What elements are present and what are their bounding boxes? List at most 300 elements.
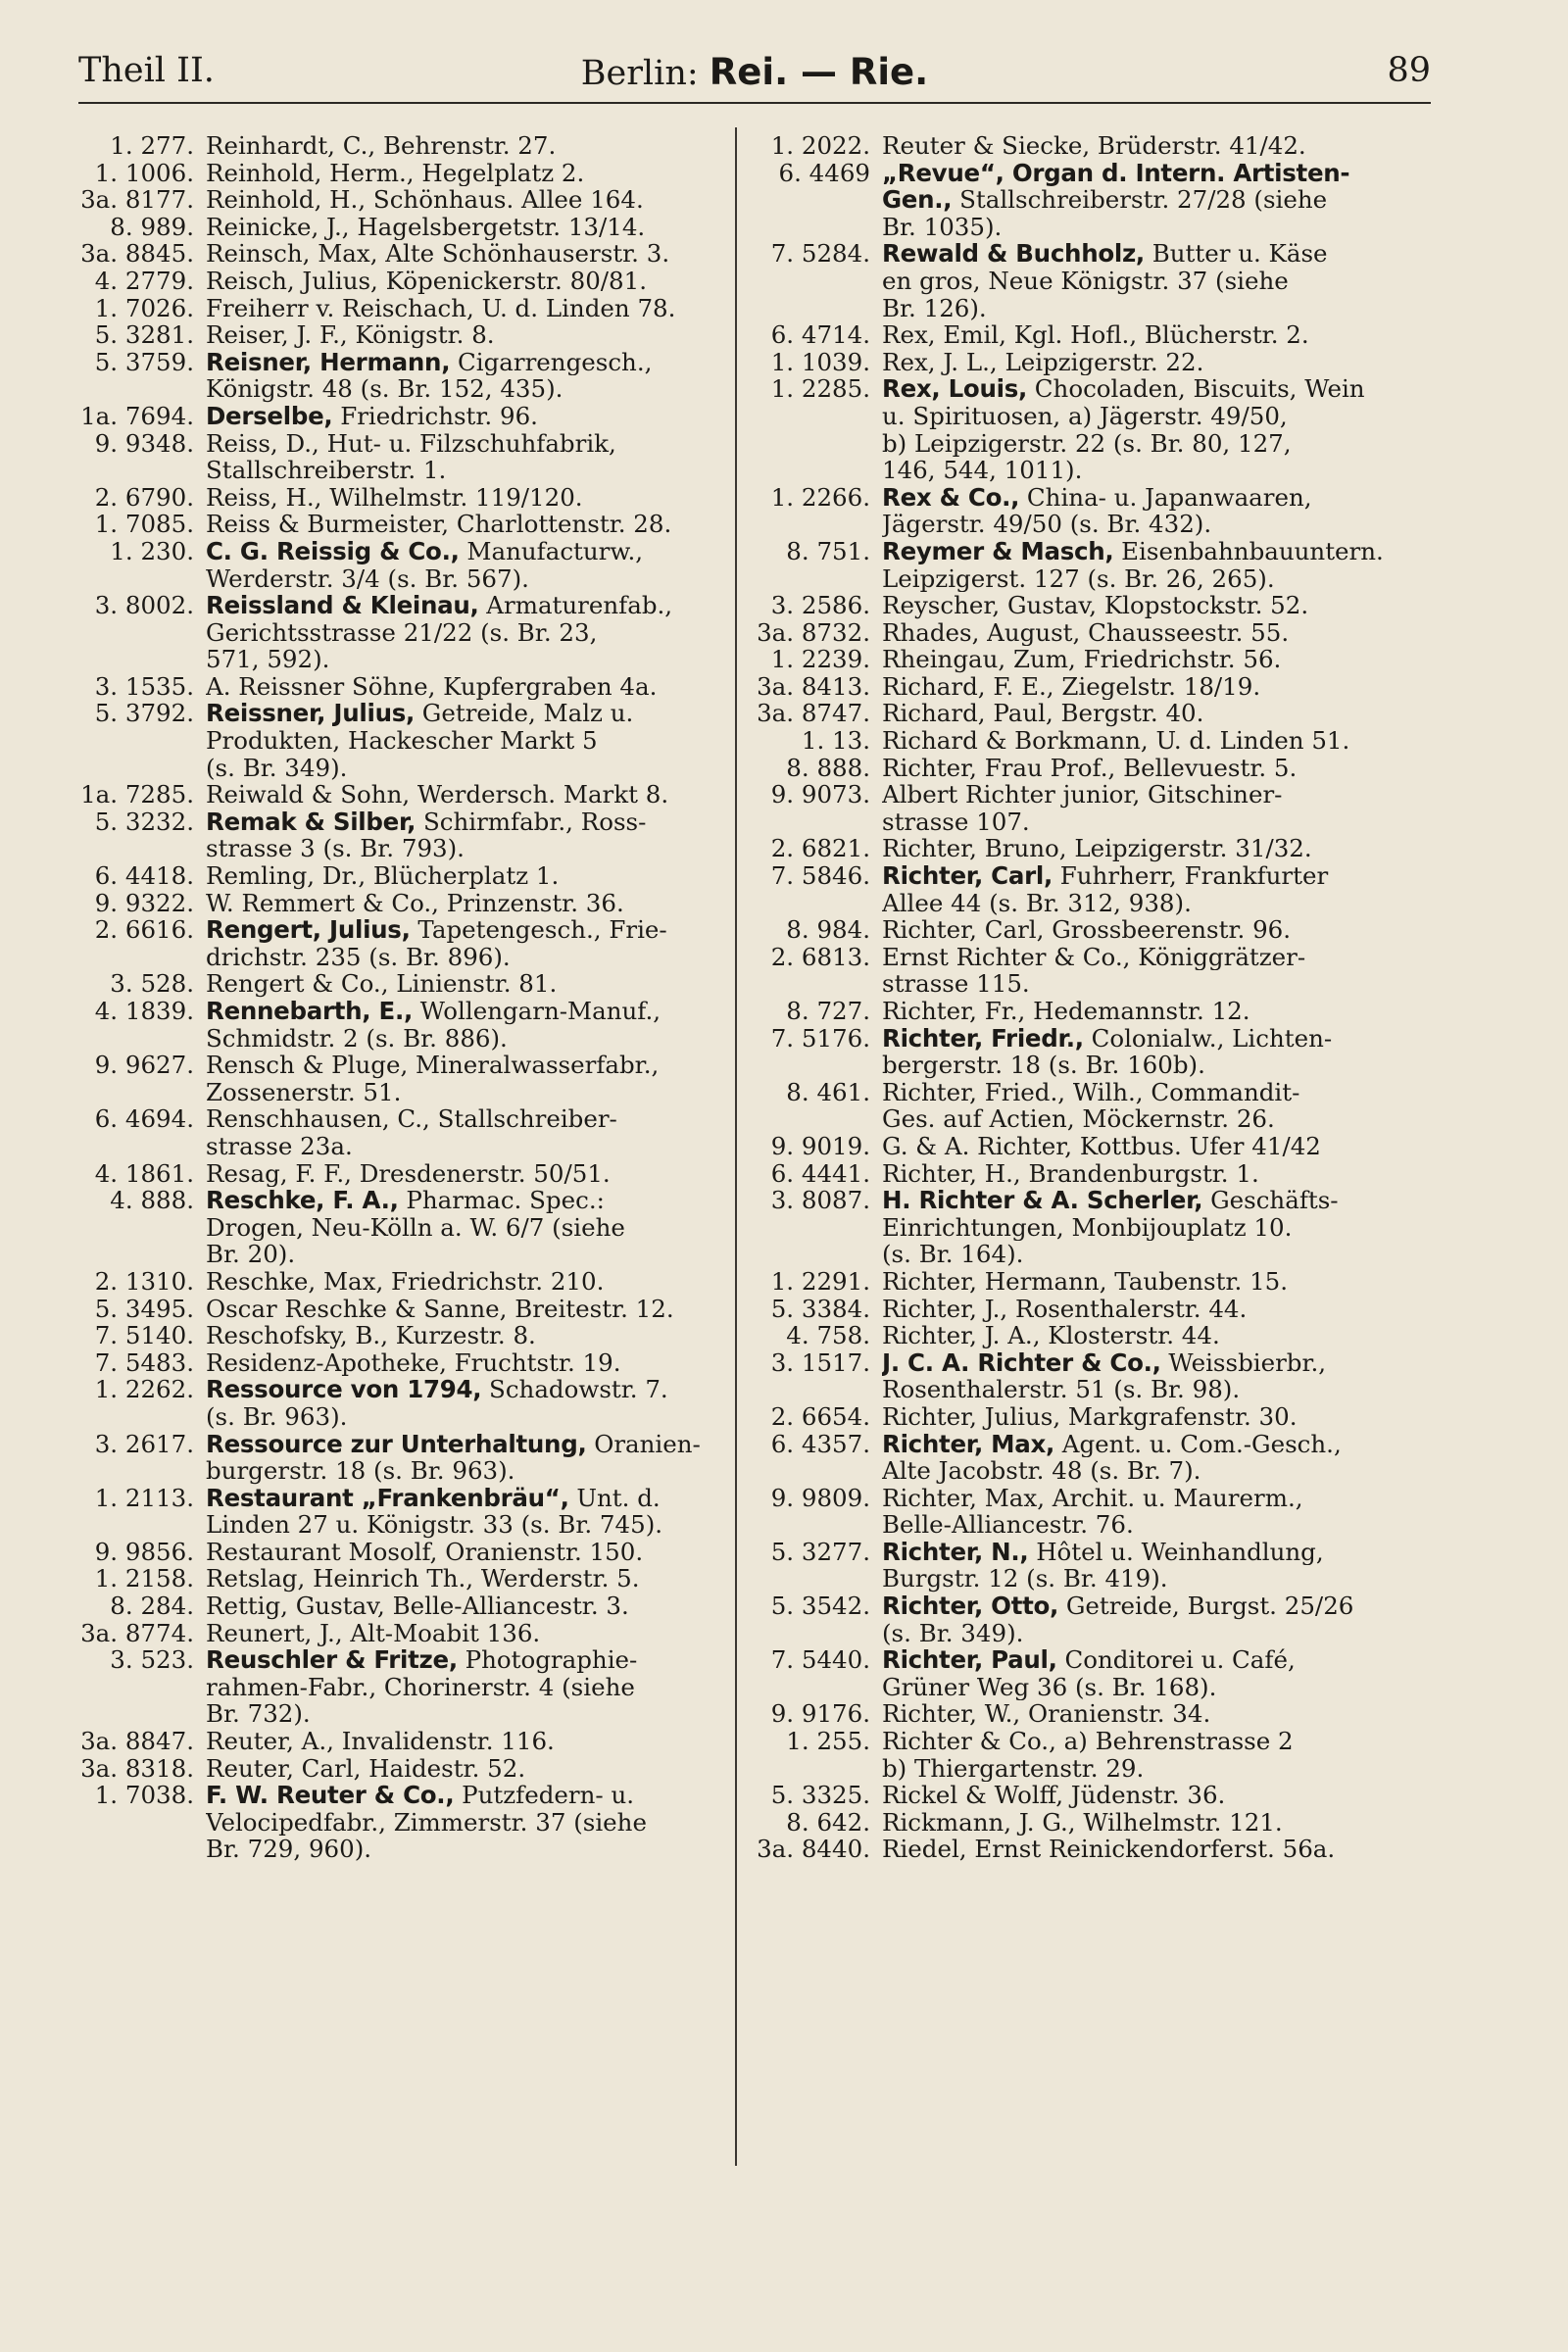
directory-entry: [76, 1592, 723, 1620]
entry-text: [206, 1782, 723, 1863]
entry-line: [206, 781, 723, 808]
entry-detail: Eisenbahnbauuntern.: [1113, 537, 1384, 565]
entry-name-bold: „Revue“, Organ d. Intern. Artisten-: [882, 159, 1350, 187]
entry-line: [206, 646, 723, 673]
entry-line: [206, 727, 723, 755]
entry-text: [882, 1322, 1419, 1349]
entry-number: 5. 3792.: [94, 699, 194, 728]
entry-detail: Wollengarn-Manuf.,: [412, 998, 662, 1025]
entry-detail: drichstr. 235 (s. Br. 896).: [206, 943, 511, 971]
directory-entry: [76, 998, 723, 1052]
entry-name-bold: Reissland & Kleinau,: [206, 592, 479, 619]
entry-line: [206, 430, 723, 458]
entry-number: 3. 1517.: [770, 1348, 870, 1377]
entry-line: [882, 890, 1419, 917]
entry-detail: Richter, Fr., Hedemannstr. 12.: [882, 998, 1250, 1025]
entry-text: [882, 1160, 1419, 1188]
entry-number: 8. 461.: [786, 1077, 870, 1106]
directory-entry: [753, 1836, 1419, 1863]
entry-line: [206, 160, 723, 187]
entry-line: [206, 1052, 723, 1079]
entry-number: 1. 7038.: [94, 1781, 194, 1810]
entry-line: [206, 349, 723, 376]
entry-detail: Tapetengesch., Frie-: [410, 916, 667, 944]
entry-detail: Rettig, Gustav, Belle-Alliancestr. 3.: [206, 1592, 629, 1620]
entry-text: [206, 214, 723, 241]
entry-line: [882, 1296, 1419, 1323]
entry-line: [882, 538, 1419, 565]
entry-line: [882, 1349, 1419, 1377]
entry-line: [206, 214, 723, 241]
directory-entry: [76, 916, 723, 970]
entry-line: [882, 1268, 1419, 1296]
directory-entry: [76, 862, 723, 890]
entry-line: [206, 592, 723, 619]
entry-text: [882, 998, 1419, 1025]
entry-detail: Ernst Richter & Co., Königgrätzer-: [882, 943, 1306, 971]
directory-entry: [76, 1728, 723, 1755]
entry-line: [882, 186, 1419, 214]
entry-line: [206, 403, 723, 430]
entry-name-bold: Richter, Paul,: [882, 1646, 1057, 1674]
entry-detail: Ges. auf Actien, Möckernstr. 26.: [882, 1105, 1275, 1133]
directory-entry: [76, 321, 723, 349]
entry-detail: Burgstr. 12 (s. Br. 419).: [882, 1565, 1168, 1593]
entry-line: [206, 1349, 723, 1377]
directory-entry: [753, 1431, 1419, 1485]
directory-entry: [76, 1349, 723, 1377]
directory-entry: [76, 808, 723, 862]
directory-entry: [753, 321, 1419, 349]
entry-text: [882, 862, 1419, 916]
entry-line: [882, 1105, 1419, 1133]
entry-line: [882, 755, 1419, 782]
entry-line: [206, 1565, 723, 1592]
entry-name-bold: Richter, Friedr.,: [882, 1024, 1084, 1053]
entry-text: [206, 295, 723, 322]
entry-text: [206, 1296, 723, 1323]
entry-text: [206, 1485, 723, 1539]
entry-line: [882, 457, 1419, 484]
entry-detail: Reiwald & Sohn, Werdersch. Markt 8.: [206, 781, 669, 808]
entry-line: [882, 1755, 1419, 1783]
entry-line: [206, 457, 723, 484]
entry-text: [882, 1809, 1419, 1837]
entry-detail: Freiherr v. Reischach, U. d. Linden 78.: [206, 294, 676, 322]
entry-name-bold: J. C. A. Richter & Co.,: [882, 1348, 1161, 1377]
entry-number: 4. 758.: [786, 1321, 870, 1350]
entry-detail: Putzfedern- u.: [454, 1782, 635, 1809]
entry-detail: strasse 23a.: [206, 1132, 353, 1160]
entry-detail: Richter, Carl, Grossbeerenstr. 96.: [882, 916, 1292, 944]
entry-detail: 571, 592).: [206, 646, 330, 673]
directory-entry: [76, 1431, 723, 1485]
entry-detail: Drogen, Neu-Kölln a. W. 6/7 (siehe: [206, 1213, 625, 1242]
entry-line: [206, 808, 723, 836]
entry-number: 7. 5483.: [94, 1348, 194, 1377]
entry-detail: Schadowstr. 7.: [481, 1376, 668, 1403]
entry-detail: Br. 1035).: [882, 213, 1003, 241]
entry-detail: Produkten, Hackescher Markt 5: [206, 727, 598, 755]
entry-text: [206, 268, 723, 295]
directory-entry: [76, 1187, 723, 1268]
entry-name-bold: Remak & Silber,: [206, 808, 416, 836]
directory-entry: [76, 268, 723, 295]
entry-line: [882, 1376, 1419, 1403]
entry-number: 7. 5140.: [94, 1321, 194, 1350]
entry-name-bold: Reissner, Julius,: [206, 700, 416, 728]
entry-text: [882, 835, 1419, 862]
entry-number: 1. 2239.: [770, 645, 870, 674]
entry-number: 2. 6654.: [770, 1401, 870, 1431]
entry-line: [882, 565, 1419, 593]
entry-text: [882, 1700, 1419, 1728]
entry-detail: Reuter & Siecke, Brüderstr. 41/42.: [882, 132, 1306, 160]
entry-number: 4. 888.: [110, 1186, 194, 1215]
entry-text: [206, 1646, 723, 1728]
entry-detail: Richard & Borkmann, U. d. Linden 51.: [882, 727, 1350, 755]
entry-detail: Reiss & Burmeister, Charlottenstr. 28.: [206, 511, 672, 538]
directory-entry: [76, 186, 723, 214]
entry-detail: A. Reissner Söhne, Kupfergraben 4a.: [206, 672, 658, 701]
entry-number: 3a. 8413.: [757, 671, 870, 701]
entry-line: [206, 1646, 723, 1674]
entry-text: [206, 970, 723, 998]
entry-detail: Jägerstr. 49/50 (s. Br. 432).: [882, 511, 1212, 538]
entry-line: [882, 132, 1419, 160]
entry-line: [206, 862, 723, 890]
entry-detail: burgerstr. 18 (s. Br. 963).: [206, 1457, 515, 1485]
entry-detail: Rickel & Wolff, Jüdenstr. 36.: [882, 1782, 1226, 1809]
entry-line: [882, 646, 1419, 673]
directory-entry: [753, 673, 1419, 701]
entry-detail: China- u. Japanwaaren,: [1019, 483, 1312, 512]
entry-detail: Richter, Max, Archit. u. Maurerm.,: [882, 1484, 1303, 1512]
entry-line: [206, 944, 723, 971]
entry-text: [882, 321, 1419, 349]
entry-line: [206, 890, 723, 917]
directory-entry: [76, 1160, 723, 1188]
entry-line: [206, 1079, 723, 1106]
entry-detail: Schmidstr. 2 (s. Br. 886).: [206, 1024, 508, 1053]
entry-number: 1. 2022.: [770, 132, 870, 160]
entry-line: [882, 1592, 1419, 1620]
entry-detail: Br. 732).: [206, 1700, 311, 1729]
entry-line: [206, 1241, 723, 1268]
entry-text: [882, 755, 1419, 782]
directory-entry: [753, 998, 1419, 1025]
directory-entry: [753, 1187, 1419, 1268]
entry-line: [882, 1782, 1419, 1809]
entry-line: [206, 1025, 723, 1053]
directory-entry: [753, 835, 1419, 862]
entry-detail: Richter, Frau Prof., Bellevuestr. 5.: [882, 754, 1298, 782]
entry-detail: Reiser, J. F., Königstr. 8.: [206, 321, 495, 349]
entry-detail: Remling, Dr., Blücherplatz 1.: [206, 862, 560, 890]
entry-detail: Richard, Paul, Bergstr. 40.: [882, 700, 1204, 728]
entry-detail: Weissbierbr.,: [1160, 1348, 1327, 1377]
entry-name-bold: Reymer & Masch,: [882, 537, 1114, 565]
entry-number: 2. 1310.: [94, 1266, 194, 1296]
entry-text: [206, 240, 723, 268]
entry-line: [206, 1620, 723, 1647]
entry-number: 5. 3277.: [770, 1537, 870, 1566]
entry-detail: (s. Br. 963).: [206, 1402, 348, 1431]
entry-line: [206, 1592, 723, 1620]
entry-number: 5. 3542.: [770, 1592, 870, 1621]
entry-line: [882, 1674, 1419, 1701]
entry-detail: Richter, H., Brandenburgstr. 1.: [882, 1159, 1259, 1188]
directory-entry: [753, 1079, 1419, 1133]
entry-number: 8. 751.: [786, 536, 870, 565]
directory-entry: [753, 1485, 1419, 1539]
entry-number: 3a. 8177.: [80, 185, 194, 215]
entry-name-bold: Gen.,: [882, 186, 953, 214]
entry-name-bold: H. Richter & A. Scherler,: [882, 1187, 1203, 1214]
entry-detail: Unt. d.: [568, 1484, 661, 1512]
entry-line: [882, 1133, 1419, 1160]
entry-text: [206, 1539, 723, 1566]
entry-text: [882, 646, 1419, 673]
entry-line: [206, 295, 723, 322]
entry-line: [882, 1620, 1419, 1647]
directory-entry: [76, 1322, 723, 1349]
entry-line: [206, 1268, 723, 1296]
entry-number: 1. 2291.: [770, 1266, 870, 1296]
entry-line: [206, 1160, 723, 1188]
entry-number: 7. 5440.: [770, 1645, 870, 1675]
directory-entry: [753, 1646, 1419, 1700]
entry-detail: G. & A. Richter, Kottbus. Ufer 41/42: [882, 1132, 1321, 1160]
directory-entry: [76, 484, 723, 512]
entry-detail: Stallschreiberstr. 1.: [206, 457, 447, 484]
entry-line: [206, 1403, 723, 1431]
entry-detail: Stallschreiberstr. 27/28 (siehe: [952, 186, 1328, 214]
entry-detail: Butter u. Käse: [1144, 240, 1328, 268]
directory-entry: [76, 403, 723, 430]
entry-text: [882, 240, 1419, 321]
entry-detail: Schirmfabr., Ross-: [416, 808, 647, 836]
entry-number: 3a. 8847.: [80, 1727, 194, 1756]
section-label: Theil II.: [78, 51, 215, 90]
entry-line: [882, 916, 1419, 944]
entry-line: [882, 268, 1419, 295]
entry-number: 5. 3759.: [94, 347, 194, 376]
directory-entry: [753, 484, 1419, 538]
entry-number: 1. 2262.: [94, 1375, 194, 1404]
entry-number: 6. 4418.: [94, 861, 194, 891]
entry-detail: Reuter, Carl, Haidestr. 52.: [206, 1754, 526, 1783]
entry-name-bold: Richter, Otto,: [882, 1592, 1059, 1620]
entry-text: [882, 1485, 1419, 1539]
entry-number: 3. 528.: [110, 969, 194, 999]
directory-entry: [753, 240, 1419, 321]
entry-text: [206, 403, 723, 430]
entry-line: [206, 1809, 723, 1837]
entry-line: [206, 1728, 723, 1755]
entry-text: [882, 484, 1419, 538]
entry-text: [206, 321, 723, 349]
entry-text: [206, 1592, 723, 1620]
directory-entry: [76, 1268, 723, 1296]
entry-number: 5. 3232.: [94, 807, 194, 836]
entry-name-bold: Rennebarth, E.,: [206, 998, 413, 1025]
entry-number: 1. 1039.: [770, 347, 870, 376]
entry-number: 5. 3495.: [94, 1294, 194, 1323]
directory-entry: [753, 1809, 1419, 1837]
entry-text: [206, 1376, 723, 1430]
entry-line: [206, 998, 723, 1025]
entry-number: 3a. 8440.: [757, 1835, 870, 1864]
entry-text: [206, 484, 723, 512]
entry-number: 9. 9322.: [94, 888, 194, 917]
entry-detail: Richter & Co., a) Behrenstrasse 2: [882, 1728, 1294, 1755]
entry-number: 5. 3384.: [770, 1294, 870, 1323]
entry-detail: Alte Jacobstr. 48 (s. Br. 7).: [882, 1457, 1201, 1485]
directory-entry: [753, 1322, 1419, 1349]
entry-number: 8. 984.: [786, 915, 870, 945]
entry-detail: Richard, F. E., Ziegelstr. 18/19.: [882, 672, 1261, 701]
directory-entry: [76, 1376, 723, 1430]
entry-name-bold: F. W. Reuter & Co.,: [206, 1782, 455, 1809]
entry-text: [206, 781, 723, 808]
entry-detail: Hôtel u. Weinhandlung,: [1028, 1538, 1324, 1566]
entry-text: [882, 1431, 1419, 1485]
entry-line: [882, 808, 1419, 836]
entry-text: [206, 1431, 723, 1485]
entry-line: [882, 1052, 1419, 1079]
entry-text: [882, 1782, 1419, 1809]
entry-detail: Getreide, Burgst. 25/26: [1058, 1592, 1354, 1620]
entry-number: 3a. 8774.: [80, 1618, 194, 1647]
entry-line: [882, 944, 1419, 971]
entry-number: 7. 5846.: [770, 861, 870, 891]
entry-name-bold: Richter, Max,: [882, 1430, 1054, 1458]
entry-line: [206, 1836, 723, 1863]
entry-number: 3. 8002.: [94, 591, 194, 620]
entry-name-bold: Rex & Co.,: [882, 483, 1020, 512]
entry-number: 1. 1006.: [94, 158, 194, 187]
directory-entry: [753, 375, 1419, 483]
entry-text: [206, 916, 723, 970]
directory-entry: [76, 160, 723, 187]
entry-number: 9. 9073.: [770, 780, 870, 809]
entry-text: [206, 1620, 723, 1647]
entry-line: [206, 1214, 723, 1242]
entry-text: [206, 700, 723, 781]
entry-text: [206, 1268, 723, 1296]
entry-detail: strasse 3 (s. Br. 793).: [206, 835, 465, 863]
directory-entry: [76, 1105, 723, 1159]
entry-text: [206, 1755, 723, 1783]
entry-text: [206, 1349, 723, 1377]
entry-text: [206, 1728, 723, 1755]
entry-text: [206, 186, 723, 214]
entry-line: [206, 1322, 723, 1349]
entry-text: [882, 1592, 1419, 1646]
directory-entry: [76, 1485, 723, 1539]
entry-line: [882, 700, 1419, 727]
entry-line: [206, 321, 723, 349]
entry-number: 1a. 7285.: [80, 780, 194, 809]
entry-detail: (s. Br. 349).: [206, 754, 348, 782]
entry-detail: Photographie-: [457, 1646, 638, 1674]
entry-text: [882, 619, 1419, 647]
entry-text: [206, 1322, 723, 1349]
entry-line: [206, 1485, 723, 1512]
entry-line: [882, 592, 1419, 619]
page-number: 89: [1387, 51, 1431, 90]
entry-text: [882, 944, 1419, 998]
entry-detail: Manufacturw.,: [459, 537, 644, 565]
entry-detail: Allee 44 (s. Br. 312, 938).: [882, 889, 1192, 917]
entry-detail: Zossenerstr. 51.: [206, 1078, 402, 1106]
entry-number: 6. 4694.: [94, 1104, 194, 1134]
entry-detail: Rosenthalerstr. 51 (s. Br. 98).: [882, 1376, 1241, 1403]
directory-entry: [76, 132, 723, 160]
entry-line: [206, 1133, 723, 1160]
entry-detail: en gros, Neue Königstr. 37 (siehe: [882, 267, 1289, 295]
entry-line: [206, 1511, 723, 1539]
entry-line: [882, 1700, 1419, 1728]
entry-detail: Werderstr. 3/4 (s. Br. 567).: [206, 564, 529, 593]
entry-number: 3. 2617.: [94, 1429, 194, 1458]
entry-name-bold: Richter, N.,: [882, 1538, 1029, 1566]
entry-name-bold: Reisner, Hermann,: [206, 348, 451, 376]
entry-detail: Reinsch, Max, Alte Schönhauserstr. 3.: [206, 240, 670, 268]
entry-detail: Richter, J., Rosenthalerstr. 44.: [882, 1295, 1248, 1323]
entry-name-bold: Rengert, Julius,: [206, 916, 411, 944]
entry-detail: Retslag, Heinrich Th., Werderstr. 5.: [206, 1565, 640, 1593]
entry-line: [206, 1457, 723, 1485]
entry-line: [882, 1079, 1419, 1106]
entry-line: [206, 1296, 723, 1323]
entry-detail: bergerstr. 18 (s. Br. 160b).: [882, 1052, 1205, 1079]
entry-text: [882, 1025, 1419, 1079]
entry-line: [882, 321, 1419, 349]
entry-detail: Reiss, H., Wilhelmstr. 119/120.: [206, 483, 583, 512]
directory-entry: [76, 538, 723, 592]
entry-text: [882, 349, 1419, 376]
directory-entry: [753, 1700, 1419, 1728]
entry-number: 9. 9809.: [770, 1483, 870, 1512]
entry-line: [206, 1539, 723, 1566]
entry-text: [206, 890, 723, 917]
entry-detail: Richter, Hermann, Taubenstr. 15.: [882, 1267, 1289, 1296]
directory-entry: [753, 132, 1419, 160]
entry-detail: Rex, J. L., Leipzigerstr. 22.: [882, 348, 1204, 376]
entry-line: [882, 1539, 1419, 1566]
entry-number: 5. 3325.: [770, 1781, 870, 1810]
entry-detail: Friedrichstr. 96.: [332, 402, 538, 430]
entry-number: 1. 277.: [110, 132, 194, 160]
entry-name-bold: Ressource zur Unterhaltung,: [206, 1430, 587, 1458]
directory-entry: [76, 890, 723, 917]
entry-text: [206, 132, 723, 160]
directory-entry: [753, 1728, 1419, 1782]
entry-detail: Belle-Alliancestr. 76.: [882, 1511, 1134, 1539]
entry-text: [882, 1836, 1419, 1863]
entry-line: [206, 1105, 723, 1133]
entry-number: 1. 13.: [801, 726, 870, 756]
name-range: Rei. — Rie.: [709, 51, 929, 93]
directory-entry: [753, 1296, 1419, 1323]
entry-line: [206, 565, 723, 593]
entry-detail: Br. 20).: [206, 1241, 296, 1268]
entry-detail: Reinhold, H., Schönhaus. Allee 164.: [206, 186, 644, 214]
entry-detail: Residenz-Apotheke, Fruchtstr. 19.: [206, 1348, 621, 1377]
directory-entry: [753, 646, 1419, 673]
